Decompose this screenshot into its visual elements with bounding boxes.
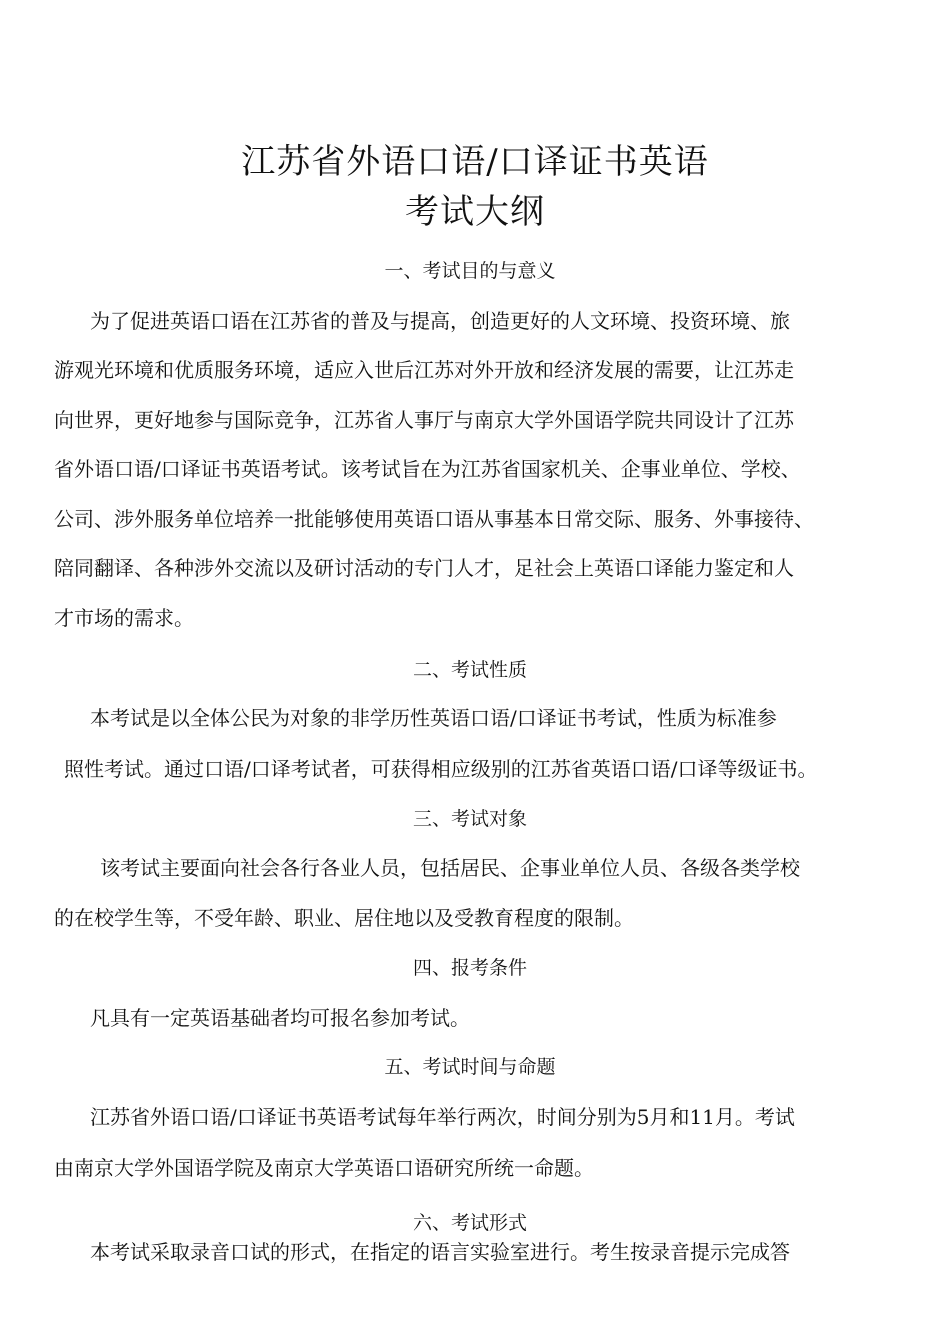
paragraph-line: 本考试是以全体公民为对象的非学历性英语口语/口译证书考试，性质为标准参 [90,706,777,730]
paragraph-line: 省外语口语/口译证书英语考试。该考试旨在为江苏省国家机关、企事业单位、学校、 [54,457,801,481]
paragraph-line: 的在校学生等，不受年龄、职业、居住地以及受教育程度的限制。 [54,906,634,930]
paragraph-line: 江苏省外语口语/口译证书英语考试每年举行两次，时间分别为5月和11月。考试 [90,1105,795,1129]
paragraph-line: 由南京大学外国语学院及南京大学英语口语研究所统一命题。 [54,1156,594,1180]
paragraph-line: 本考试采取录音口试的形式，在指定的语言实验室进行。考生按录音提示完成答 [90,1240,790,1264]
document-title-line-2: 考试大纲 [405,192,545,232]
section-heading-format: 六、考试形式 [412,1212,527,1234]
section-heading-candidates: 三、考试对象 [412,808,527,830]
paragraph-line: 才市场的需求。 [54,606,194,630]
paragraph-line: 为了促进英语口语在江苏省的普及与提高，创造更好的人文环境、投资环境、旅 [90,309,790,333]
section-heading-nature: 二、考试性质 [412,659,527,681]
paragraph-line: 该考试主要面向社会各行各业人员，包括居民、企事业单位人员、各级各类学校 [100,856,800,880]
paragraph-line: 游观光环境和优质服务环境，适应入世后江苏对外开放和经济发展的需要，让江苏走 [54,358,794,382]
section-heading-purpose: 一、考试目的与意义 [384,260,556,282]
paragraph-line: 陪同翻译、各种涉外交流以及研讨活动的专门人才，足社会上英语口译能力鉴定和人 [54,556,794,580]
section-heading-schedule: 五、考试时间与命题 [384,1056,556,1078]
section-heading-eligibility: 四、报考条件 [412,957,527,979]
paragraph-line: 凡具有一定英语基础者均可报名参加考试。 [90,1006,470,1030]
paragraph-line: 公司、涉外服务单位培养一批能够使用英语口语从事基本日常交际、服务、外事接待、 [54,507,814,531]
paragraph-line: 向世界，更好地参与国际竞争，江苏省人事厅与南京大学外国语学院共同设计了江苏 [54,408,794,432]
paragraph-line: 照性考试。通过口语/口译考试者，可获得相应级别的江苏省英语口语/口译等级证书。 [64,757,818,781]
document-title-line-1: 江苏省外语口语/口译证书英语 [241,142,709,182]
